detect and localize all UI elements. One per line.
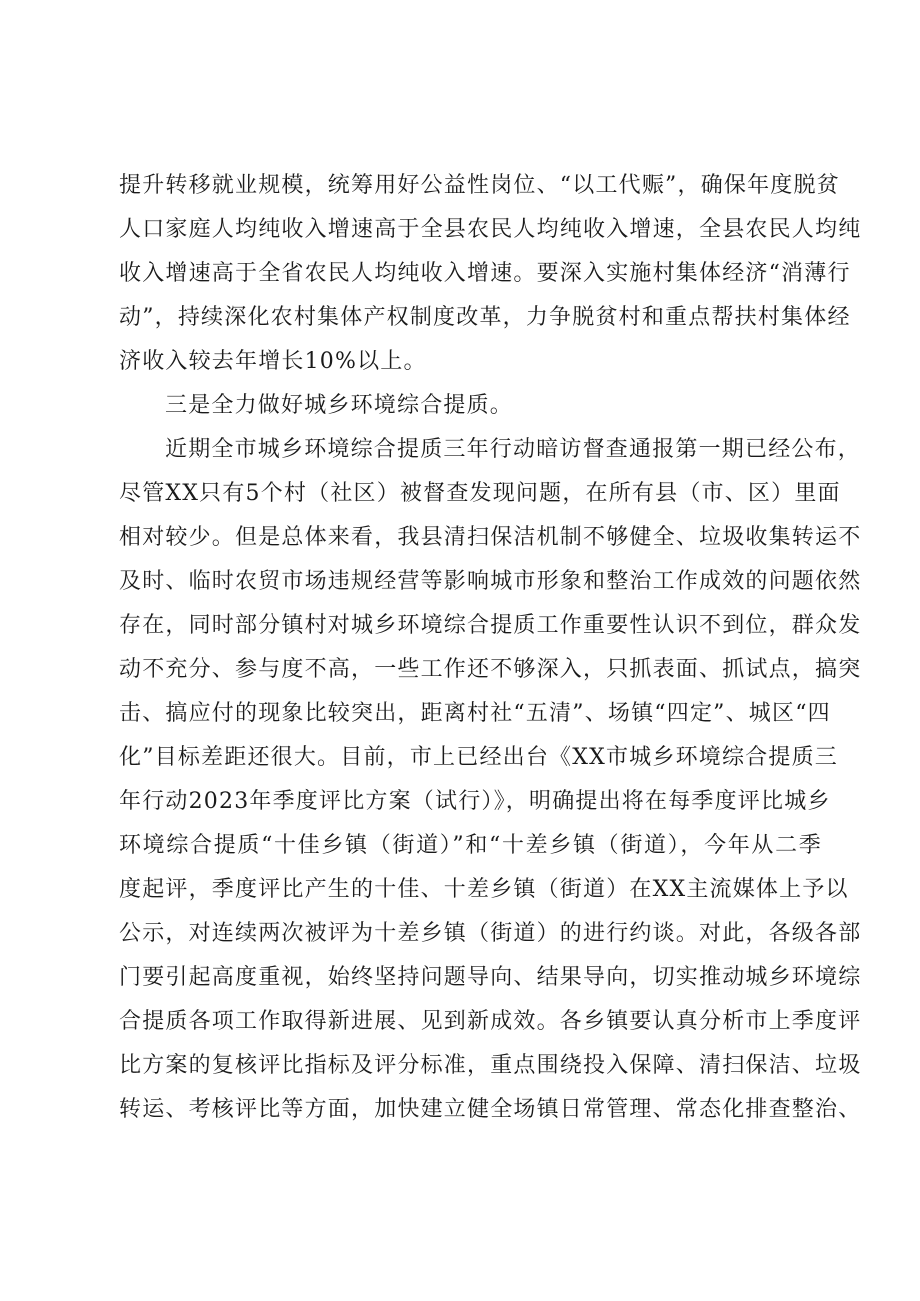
text-line: 年行动2023年季度评比方案（试行）》，明确提出将在每季度评比城乡	[119, 789, 831, 814]
text-line: 比方案的复核评比指标及评分标准，重点围绕投入保障、清扫保洁、垃圾	[119, 1053, 862, 1078]
section-heading: 三是全力做好城乡环境综合提质。	[165, 393, 514, 418]
text-line: 尽管XX只有5个村（社区）被督查发现问题，在所有县（市、区）里面	[119, 481, 841, 506]
text-line: 动”，持续深化农村集体产权制度改革，力争脱贫村和重点帮扶村集体经	[119, 305, 851, 330]
text-line: 击、搞应付的现象比较突出，距离村社“五清”、场镇“四定”、城区“四	[119, 701, 831, 726]
text-line: 存在，同时部分镇村对城乡环境综合提质工作重要性认识不到位，群众发	[119, 613, 862, 638]
text-line: 及时、临时农贸市场违规经营等影响城市形象和整治工作成效的问题依然	[119, 569, 862, 594]
text-line: 动不充分、参与度不高，一些工作还不够深入，只抓表面、抓试点，搞突	[119, 657, 862, 682]
text-line: 环境综合提质“十佳乡镇（街道）”和“十差乡镇（街道），今年从二季	[119, 833, 822, 858]
text-line: 合提质各项工作取得新进展、见到新成效。各乡镇要认真分析市上季度评	[119, 1009, 862, 1034]
text-line: 收入增速高于全省农民人均纯收入增速。要深入实施村集体经济“消薄行	[119, 261, 851, 286]
paragraph-first-line: 近期全市城乡环境综合提质三年行动暗访督查通报第一期已经公布，	[165, 437, 862, 462]
text-line: 化”目标差距还很大。目前，市上已经出台《XX市城乡环境综合提质三	[119, 745, 838, 770]
text-line: 转运、考核评比等方面，加快建立健全场镇日常管理、常态化排查整治、	[119, 1097, 862, 1122]
text-line: 度起评，季度评比产生的十佳、十差乡镇（街道）在XX主流媒体上予以	[119, 877, 849, 902]
text-line: 公示，对连续两次被评为十差乡镇（街道）的进行约谈。对此，各级各部	[119, 921, 862, 946]
text-line: 提升转移就业规模，统筹用好公益性岗位、“以工代赈”，确保年度脱贫	[119, 173, 840, 198]
text-line: 相对较少。但是总体来看，我县清扫保洁机制不够健全、垃圾收集转运不	[119, 525, 862, 550]
text-line: 人口家庭人均纯收入增速高于全县农民人均纯收入增速，全县农民人均纯	[119, 217, 862, 242]
text-line: 门要引起高度重视，始终坚持问题导向、结果导向，切实推动城乡环境综	[119, 965, 862, 990]
document-body	[119, 164, 862, 1132]
text-line-paragraph-end: 济收入较去年增长10%以上。	[119, 349, 427, 374]
